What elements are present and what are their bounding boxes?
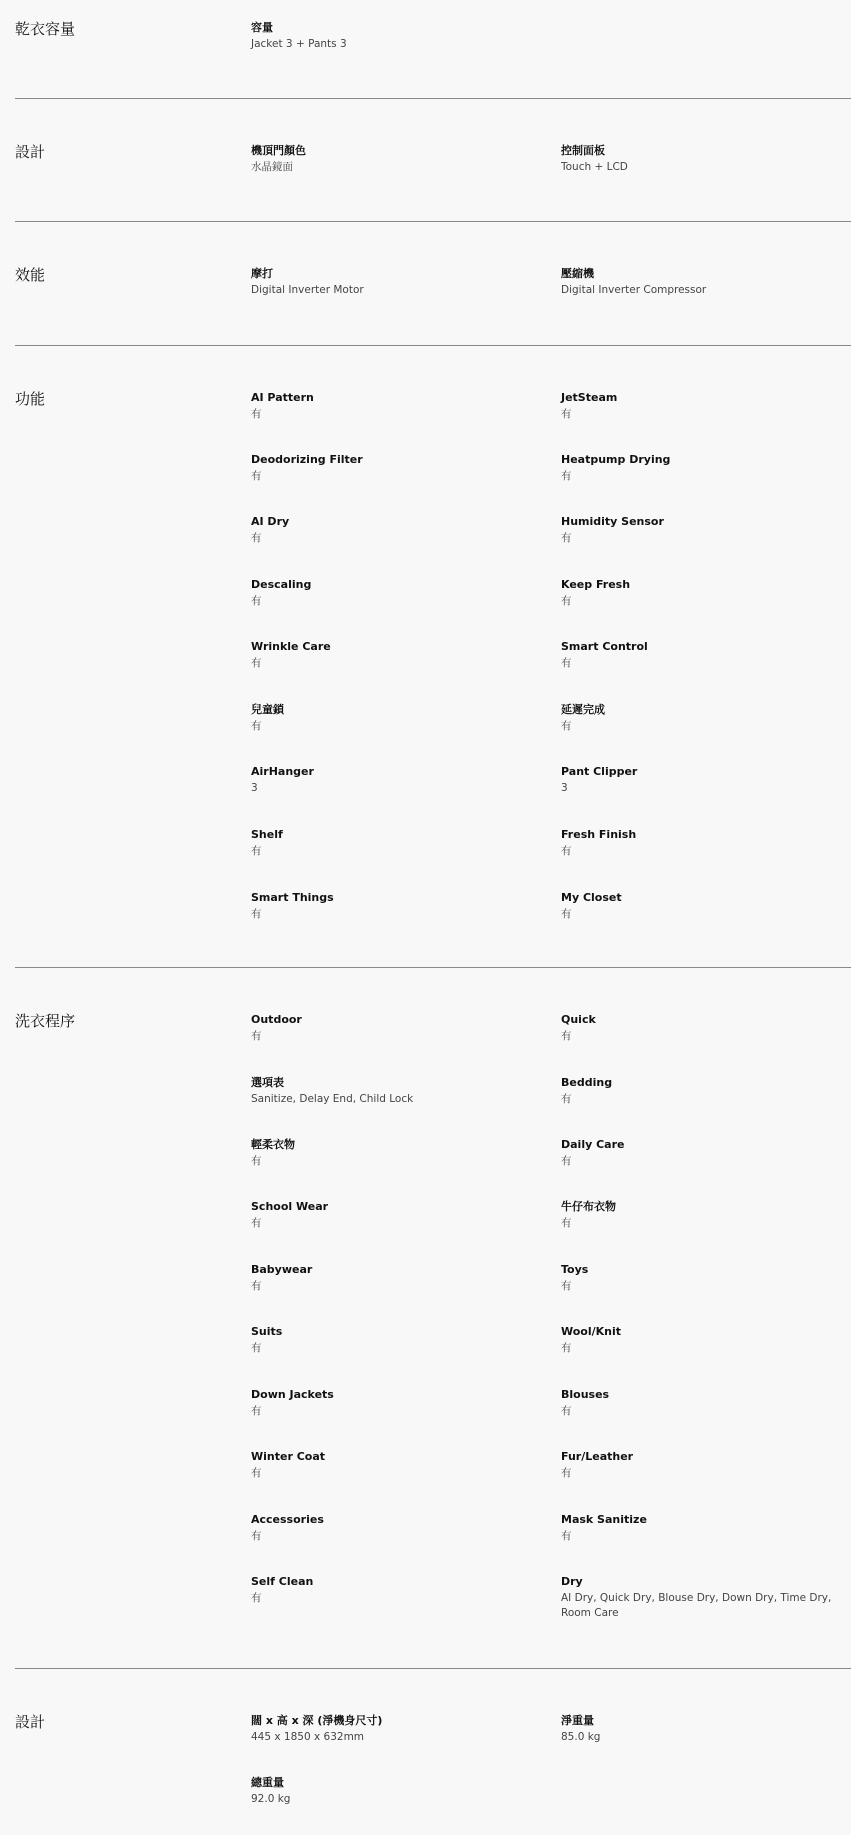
spec-item	[251, 1713, 541, 1745]
spec-item	[561, 143, 851, 175]
spec-item	[251, 1574, 541, 1606]
spec-value: 有	[561, 1342, 572, 1354]
spec-label: Humidity Sensor	[561, 515, 664, 528]
spec-item	[251, 764, 541, 796]
spec-value: 有	[251, 1155, 262, 1167]
spec-value: Digital Inverter Compressor	[561, 284, 707, 296]
spec-value: 有	[251, 1530, 262, 1542]
spec-label: 機頂門顏色	[251, 144, 306, 157]
spec-label: School Wear	[251, 1200, 329, 1213]
spec-value: 有	[251, 908, 262, 920]
spec-section-performance	[15, 222, 851, 346]
spec-item	[251, 20, 541, 52]
spec-item	[251, 1449, 541, 1481]
spec-label: 延遲完成	[561, 703, 605, 716]
spec-label: Babywear	[251, 1263, 313, 1276]
spec-value: 85.0 kg	[561, 1731, 601, 1743]
spec-section-programs	[15, 968, 851, 1669]
spec-value: Touch + LCD	[561, 161, 628, 173]
spec-item	[251, 1387, 541, 1419]
section-title: 乾衣容量	[15, 20, 76, 38]
spec-label: Outdoor	[251, 1013, 302, 1026]
spec-label: 控制面板	[561, 144, 605, 157]
spec-item	[251, 577, 541, 609]
spec-value: 有	[561, 1093, 572, 1105]
spec-value: 有	[561, 1530, 572, 1542]
spec-section-dimensions	[15, 1669, 851, 1835]
spec-item	[561, 514, 851, 546]
spec-value: 有	[561, 1280, 572, 1292]
spec-item	[251, 702, 541, 734]
spec-value: 有	[561, 408, 572, 420]
spec-label: 兒童鎖	[251, 703, 284, 716]
spec-value: 有	[561, 1030, 572, 1042]
spec-value: 有	[251, 470, 262, 482]
spec-item	[251, 1512, 541, 1544]
spec-value: 445 x 1850 x 632mm	[251, 1731, 365, 1743]
spec-item	[251, 266, 541, 298]
spec-value: 有	[561, 1405, 572, 1417]
spec-item	[561, 1075, 851, 1107]
spec-value: Digital Inverter Motor	[251, 284, 364, 296]
spec-value: 有	[251, 1592, 262, 1604]
spec-item	[561, 1137, 851, 1169]
spec-value: 3	[251, 782, 258, 794]
spec-section-features	[15, 346, 851, 968]
spec-label: Toys	[561, 1263, 589, 1276]
spec-label: 容量	[251, 21, 273, 34]
spec-label: Daily Care	[561, 1138, 625, 1151]
spec-value: 有	[251, 1280, 262, 1292]
spec-value: 有	[251, 1217, 262, 1229]
spec-label: Heatpump Drying	[561, 453, 671, 466]
spec-label: 牛仔布衣物	[561, 1200, 616, 1213]
spec-value: 有	[561, 1467, 572, 1479]
spec-label: Shelf	[251, 828, 283, 841]
spec-section-design	[15, 99, 851, 222]
spec-label: Bedding	[561, 1076, 613, 1089]
spec-value: 有	[561, 1155, 572, 1167]
spec-value: 有	[251, 1405, 262, 1417]
spec-value: 有	[251, 408, 262, 420]
spec-item	[561, 1512, 851, 1544]
spec-item	[251, 639, 541, 671]
spec-label: AI Dry	[251, 515, 290, 528]
spec-label: 選項表	[251, 1076, 284, 1089]
spec-label: Fur/Leather	[561, 1450, 634, 1463]
spec-value: 有	[561, 595, 572, 607]
spec-item	[561, 266, 851, 298]
spec-label: 闊 x 高 x 深 (淨機身尺寸)	[251, 1714, 383, 1727]
spec-item	[561, 890, 851, 922]
spec-item	[561, 1387, 851, 1419]
spec-item	[561, 1199, 851, 1231]
spec-label: My Closet	[561, 891, 622, 904]
spec-item	[561, 1324, 851, 1356]
spec-label: Smart Control	[561, 640, 648, 653]
spec-item	[251, 143, 541, 175]
spec-value: 有	[561, 532, 572, 544]
spec-label: Accessories	[251, 1513, 324, 1526]
spec-label: Deodorizing Filter	[251, 453, 363, 466]
spec-label: Keep Fresh	[561, 578, 631, 591]
spec-item	[251, 890, 541, 922]
spec-item	[251, 1137, 541, 1169]
section-title: 設計	[15, 1713, 46, 1731]
spec-value: 有	[251, 1342, 262, 1354]
spec-value: 有	[561, 1217, 572, 1229]
spec-value: Jacket 3 + Pants 3	[251, 38, 347, 50]
spec-value: 3	[561, 782, 568, 794]
spec-section-dry-capacity	[15, 0, 851, 99]
spec-value: 有	[251, 532, 262, 544]
spec-label: Wool/Knit	[561, 1325, 622, 1338]
spec-label: Mask Sanitize	[561, 1513, 647, 1526]
spec-item	[251, 452, 541, 484]
spec-item	[251, 514, 541, 546]
spec-value: AI Dry, Quick Dry, Blouse Dry, Down Dry, Time Dry, Room Care	[561, 1592, 832, 1619]
spec-label: Fresh Finish	[561, 828, 637, 841]
spec-label: 壓縮機	[561, 267, 594, 280]
spec-item	[561, 390, 851, 422]
spec-value: 有	[561, 720, 572, 732]
spec-value: 有	[251, 1467, 262, 1479]
spec-value: 有	[251, 845, 262, 857]
spec-value: 有	[251, 595, 262, 607]
spec-value: 有	[561, 657, 572, 669]
spec-value: 有	[251, 1030, 262, 1042]
spec-item	[561, 577, 851, 609]
section-title: 設計	[15, 143, 46, 161]
spec-item	[251, 827, 541, 859]
spec-item	[251, 390, 541, 422]
spec-value: 有	[251, 720, 262, 732]
spec-label: Self Clean	[251, 1575, 314, 1588]
spec-item	[561, 1713, 851, 1745]
spec-item	[561, 1574, 851, 1621]
spec-label: JetSteam	[561, 391, 618, 404]
spec-item	[561, 764, 851, 796]
spec-item	[251, 1262, 541, 1294]
spec-value: 有	[561, 470, 572, 482]
spec-label: Pant Clipper	[561, 765, 638, 778]
spec-label: Winter Coat	[251, 1450, 326, 1463]
spec-value: Sanitize, Delay End, Child Lock	[251, 1093, 414, 1105]
spec-label: 摩打	[251, 267, 273, 280]
spec-label: 淨重量	[561, 1714, 594, 1727]
spec-item	[251, 1075, 541, 1107]
spec-item	[561, 702, 851, 734]
spec-label: AirHanger	[251, 765, 314, 778]
spec-item	[561, 1449, 851, 1481]
spec-label: 總重量	[251, 1776, 284, 1789]
spec-label: Descaling	[251, 578, 312, 591]
spec-value: 92.0 kg	[251, 1793, 291, 1805]
spec-label: Quick	[561, 1013, 596, 1026]
spec-item	[561, 639, 851, 671]
spec-item	[561, 827, 851, 859]
spec-item	[561, 1012, 851, 1044]
section-title: 洗衣程序	[15, 1012, 76, 1030]
spec-label: AI Pattern	[251, 391, 314, 404]
spec-value: 有	[251, 657, 262, 669]
spec-value: 有	[561, 908, 572, 920]
spec-label: Smart Things	[251, 891, 334, 904]
spec-label: Wrinkle Care	[251, 640, 331, 653]
spec-item	[251, 1199, 541, 1231]
spec-item	[561, 1262, 851, 1294]
spec-label: Blouses	[561, 1388, 610, 1401]
spec-label: Down Jackets	[251, 1388, 334, 1401]
spec-item	[561, 452, 851, 484]
section-title: 功能	[15, 390, 46, 408]
spec-label: Dry	[561, 1575, 583, 1588]
spec-item	[251, 1012, 541, 1044]
spec-label: 輕柔衣物	[251, 1138, 295, 1151]
spec-item	[251, 1775, 541, 1807]
spec-value: 有	[561, 845, 572, 857]
section-title: 效能	[15, 266, 46, 284]
spec-label: Suits	[251, 1325, 283, 1338]
spec-item	[251, 1324, 541, 1356]
spec-value: 水晶鏡面	[251, 161, 293, 173]
